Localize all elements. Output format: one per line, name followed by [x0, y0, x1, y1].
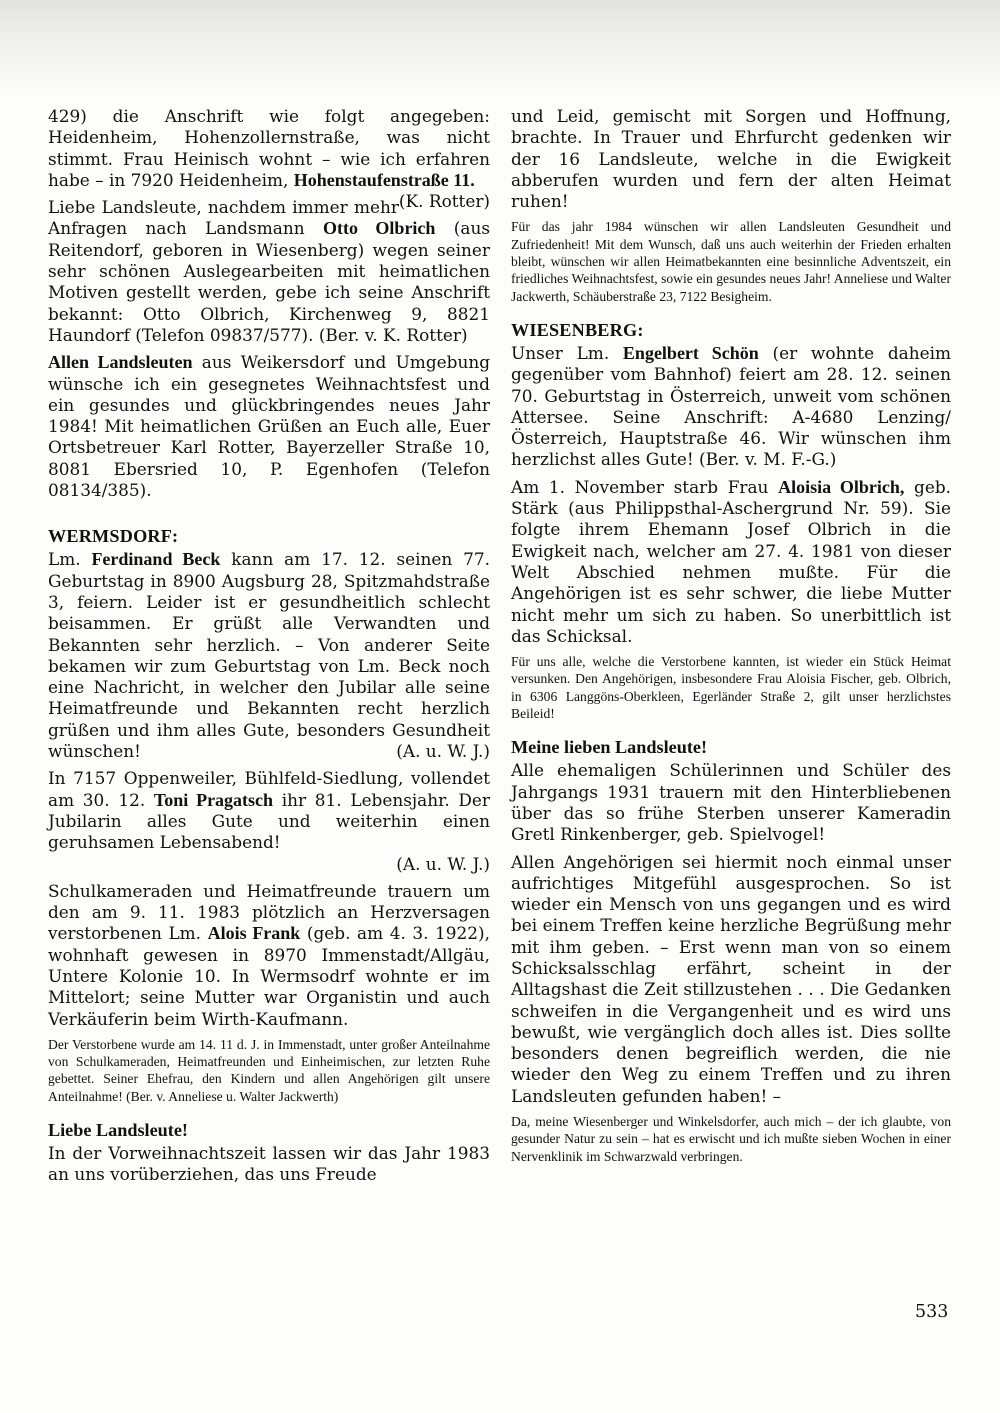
paragraph-jahrgang-1931: Alle ehemaligen Schülerinnen und Schüler des Jahrgangs 1931 trauern mit den Hinterbliebenen über das so frühe Sterben unserer Kameradin Gretl Rinkenberger, geb. Spielvogel!: [511, 760, 951, 845]
right-column: [511, 106, 951, 1171]
bold-name: Otto Olbrich: [322, 218, 436, 239]
paragraph-aloisia-olbrich: Am 1. November starb Frau Aloisia Olbrich, geb. Stärk (aus Philippsthal-Aschergrund Nr. 59). Sie folgte ihrem Ehemann Josef Olbrich in die Ewigkeit nach, welcher am 27. 4. 1981 von dieser Welt Abschied nehmen mußte. Für die Angehörigen ist es sehr schwer, die liebe Mutter nicht mehr um sich zu haben. So unerbittlich ist das Schicksal.: [511, 476, 952, 646]
paragraph-engelbert-schoen: Unser Lm. Engelbert Schön (er wohnte daheim gegenüber vom Bahnhof) feiert am 28. 12. seinen 70. Geburtstag in Österreich, unweit vom schönen Attersee. Seine Anschrift: A-4680 Lenzing/Österreich, Hauptstraße 46. Wir wünschen ihm herzlichst alles Gute! (Ber. v. M. F.-G.): [511, 342, 951, 470]
section-heading-meine-lieben: Meine lieben Landsleute!: [511, 737, 708, 758]
paragraph-mitgefuehl: Allen Angehörigen sei hiermit noch einmal unser aufrichtiges Mitgefühl ausgesprochen. So ist wieder ein Mensch von uns gegangen und es wird bei einem Treffen keine herzliche Begrüßung mehr mit ihm geben. – Erst wenn man von so einem Schicksalsschlag erfährt, scheint in der Alltagshast die Zeit stillzustehen . . . Die Gedanken schweifen in die Vergangenheit und es wird uns bewußt, wie vergänglich doch alles ist. Dies sollte besonders denen begreiflich werden, die nie wieder den Weg zu einem Treffen und zu ihren Landsleuten gefunden haben! –: [511, 851, 951, 1106]
bold-name: Aloisia Olbrich,: [778, 476, 905, 497]
paragraph-condolence: Für uns alle, welche die Verstorbene kannten, ist wieder ein Stück Heimat versunken. Den Angehörigen, insbesondere Frau Aloisia Fischer, geb. Olbrich, in 6306 Langgöns-Oberkleen, Egerländer Straße 2, gilt unser herzlichstes Beileid!: [511, 654, 951, 722]
paragraph-funeral-note: Der Verstorbene wurde am 14. 11 d. J. in Immenstadt, unter großer Anteilnahme von Schulkameraden, Heimatfreunden und Einheimischen, zur letzten Ruhe gebettet. Seiner Ehefrau, den Kindern und allen Angehörigen gilt unsere Anteilnahme! (Ber. v. Anneliese u. Walter Jackwerth): [48, 1036, 490, 1104]
bold-name: Ferdinand Beck: [91, 549, 221, 570]
paragraph-ferdinand-beck: Lm. Ferdinand Beck kann am 17. 12. seinen 77. Geburtstag in 8900 Augsburg 28, Spitzmahdstraße 3, feiern. Leider ist er gesundheitlich schlecht beisammen. Er grüßt alle Verwandten und Bekannten sehr herzlich. – Von anderer Seite bekamen wir zum Geburtstag von Lm. Beck noch eine Nachricht, in welcher den Jubilar alle seine Heimatfreunde und Bekannten recht herzlich grüßen und ihm alles Gute, besonders Gesundheit wünschen! (A. u. W. J.): [48, 549, 490, 762]
signature: (K. Rotter): [398, 191, 490, 212]
section-heading-liebe-landsleute: Liebe Landsleute!: [48, 1120, 188, 1141]
signature: (A. u. W. J.): [396, 741, 490, 762]
paragraph-vorweihnachtszeit: In der Vorweihnachtszeit lassen wir das Jahr 1983 an uns vorüberziehen, das uns Freude: [48, 1143, 490, 1185]
bold-name: Engelbert Schön: [622, 342, 759, 363]
page-number: 533: [915, 1302, 949, 1322]
paragraph-toni-pragatsch: In 7157 Oppenweiler, Bühlfeld-Siedlung, vollendet am 30. 12. Toni Pragatsch ihr 81. Lebensjahr. Der Jubilarin alles Gute und weiterhin einen geruhsamen Lebensabend! (A. u. W. J.): [48, 768, 490, 874]
bold-address: Hohenstaufenstraße 11.: [293, 169, 475, 190]
bold-lead: Allen Landsleuten: [48, 352, 193, 373]
paragraph-heidenheim: 429) die Anschrift wie folgt angegeben: Heidenheim, Hohenzollernstraße, was nicht stimmt. Frau Heinisch wohnt – wie ich erfahren habe – in 7920 Heidenheim, Hohenstaufenstraße 11. (K. Rotter): [48, 106, 490, 212]
paragraph-wishes-1984: Für das jahr 1984 wünschen wir allen Landsleuten Gesundheit und Zufriedenheit! Mit dem Wunsch, daß uns auch weiterhin der Frieden erhalten bleibt, wünschen wir allen Heimatbekannten eine besinnliche Adventszeit, ein friedliches Weihnachtsfest, sowie ein gesundes neues Jahr! Anneliese und Walter Jackwerth, Schäuberstraße 23, 7122 Besigheim.: [511, 219, 951, 304]
section-heading-wiesenberg: WIESENBERG:: [511, 319, 644, 340]
bold-name: Toni Pragatsch: [153, 789, 274, 810]
scan-background-bleed: [0, 0, 1000, 95]
paragraph-weikersdorf: Allen Landsleuten aus Weikersdorf und Umgebung wünsche ich ein gesegnetes Weihnachtsfest und ein gesundes und glückbringendes neues Jahr 1984! Mit heimatlichen Grüßen an Euch alle, Euer Ortsbetreuer Karl Rotter, Bayerzeller Straße 10, 8081 Ebersried 10, P. Egenhofen (Telefon 08134/385).: [48, 352, 491, 501]
left-column: [48, 106, 490, 1192]
paragraph-alois-frank: Schulkameraden und Heimatfreunde trauern um den am 9. 11. 1983 plötzlich an Herzversagen verstorbenen Lm. Alois Frank (geb. am 4. 3. 1922), wohnhaft gewesen in 8970 Immenstadt/Allgäu, Untere Kolonie 10. In Wermsodrf wohnte er im Mittelort; seine Mutter war Organistin und auch Verkäuferin beim Wirth-Kaufmann.: [48, 880, 491, 1029]
paragraph-und-leid: und Leid, gemischt mit Sorgen und Hoffnung, brachte. In Trauer und Ehrfurcht gedenken wir der 16 Landsleute, welche in die Ewigkeit abberufen wurden und fern der alten Heimat ruhen!: [511, 106, 951, 212]
paragraph-nervenklinik: Da, meine Wiesenberger und Winkelsdorfer, auch mich – der ich glaubte, von gesunder Natur zu sein – hat es erwischt und ich mußte sieben Wochen in einer Nervenklinik im Schwarzwald verbringen.: [511, 1114, 951, 1164]
paragraph-otto-olbrich: Liebe Landsleute, nachdem immer mehr Anfragen nach Landsmann Otto Olbrich (aus Reitendorf, geboren in Wiesenberg) wegen seiner sehr schönen Auslegearbeiten mit heimatlichen Motiven gestellt werden, gebe ich seine Anschrift bekannt: Otto Olbrich, Kirchenweg 9, 8821 Haundorf (Telefon 09837/577). (Ber. v. K. Rotter): [48, 197, 490, 345]
bold-name: Alois Frank: [207, 923, 301, 944]
section-heading-wermsdorf: WERMSDORF:: [48, 526, 179, 547]
signature: (A. u. W. J.): [396, 853, 490, 874]
